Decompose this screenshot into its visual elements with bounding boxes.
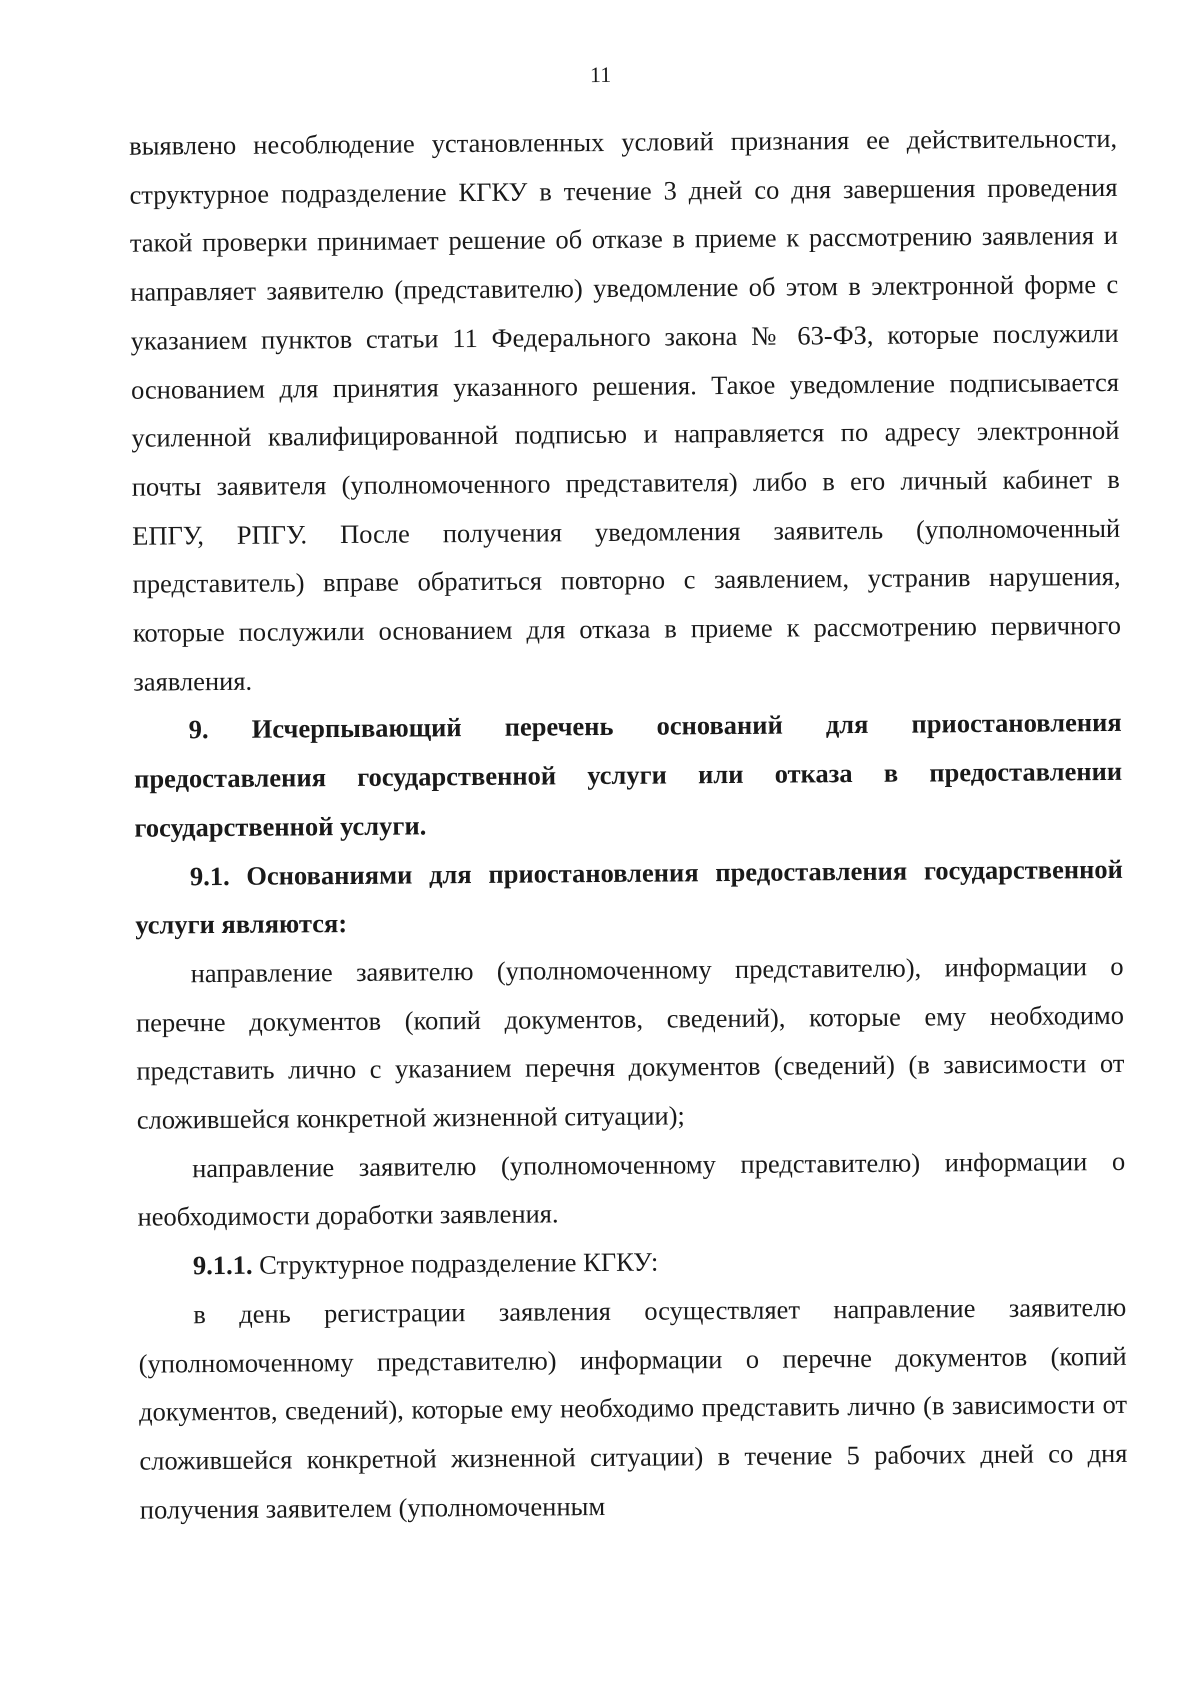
clause-number: 9.1.1. xyxy=(192,1249,253,1281)
heading-text: 9. Исчерпывающий перечень оснований для приостановления предоставления государственной услуги или отказа в предоставлении государственной услуги. xyxy=(133,707,1123,843)
list-item-documents-request xyxy=(135,942,1124,1145)
page-number: 11 xyxy=(589,61,612,88)
paragraph-text: в день регистрации заявления осуществляет направление заявителю (уполномоченному представителю) информации о перечне документов (копий документов, сведений), которые ему необходимо представить лично (в зависимости от сложившейся конкретной жизненной ситуации) в течение 5 рабочих дней со дня получения заявителем (уполномоченным xyxy=(138,1291,1128,1525)
list-item-revision-request xyxy=(137,1137,1126,1242)
document-body xyxy=(129,114,1128,1534)
paragraph-9-1-1 xyxy=(138,1234,1126,1290)
paragraph-registration-day xyxy=(138,1283,1128,1534)
paragraph-text: выявлено несоблюдение установленных условий признания ее действительности, структурное подразделение КГКУ в течение 3 дней со дня завершения проведения такой проверки принимает решение об отказе в приеме к рассмотрению заявления и направляет заявителю (представителю) уведомление об этом в электронной форме с указанием пунктов статьи 11 Федерального закона № 63-ФЗ, которые послужили основанием для принятия указанного решения. Такое уведомление подписывается усиленной квалифицированной подписью и направляется по адресу электронной почты заявителя (уполномоченного представителя) либо в его личный кабинет в ЕПГУ, РПГУ. После получения уведомления заявитель (уполномоченный представитель) вправе обратиться повторно с заявлением, устранив нарушения, которые послужили основанием для отказа в приеме к рассмотрению первичного заявления. xyxy=(129,122,1122,697)
paragraph-text: направление заявителю (уполномоченному представителю), информации о перечне документов (копий документов, сведений), которые ему необходимо представить лично с указанием перечня документов (сведений) (в зависимости от сложившейся конкретной жизненной ситуации); xyxy=(135,950,1125,1135)
section-heading-9 xyxy=(134,698,1123,852)
heading-text: 9.1. Основаниями для приостановления предоставления государственной услуги являются: xyxy=(135,853,1123,940)
paragraph-rejection-notice xyxy=(129,114,1122,706)
paragraph-text: направление заявителю (уполномоченному представителю) информации о необходимости доработки заявления. xyxy=(137,1145,1126,1233)
section-heading-9-1 xyxy=(135,844,1124,949)
paragraph-text: Структурное подразделение КГКУ: xyxy=(252,1246,659,1280)
